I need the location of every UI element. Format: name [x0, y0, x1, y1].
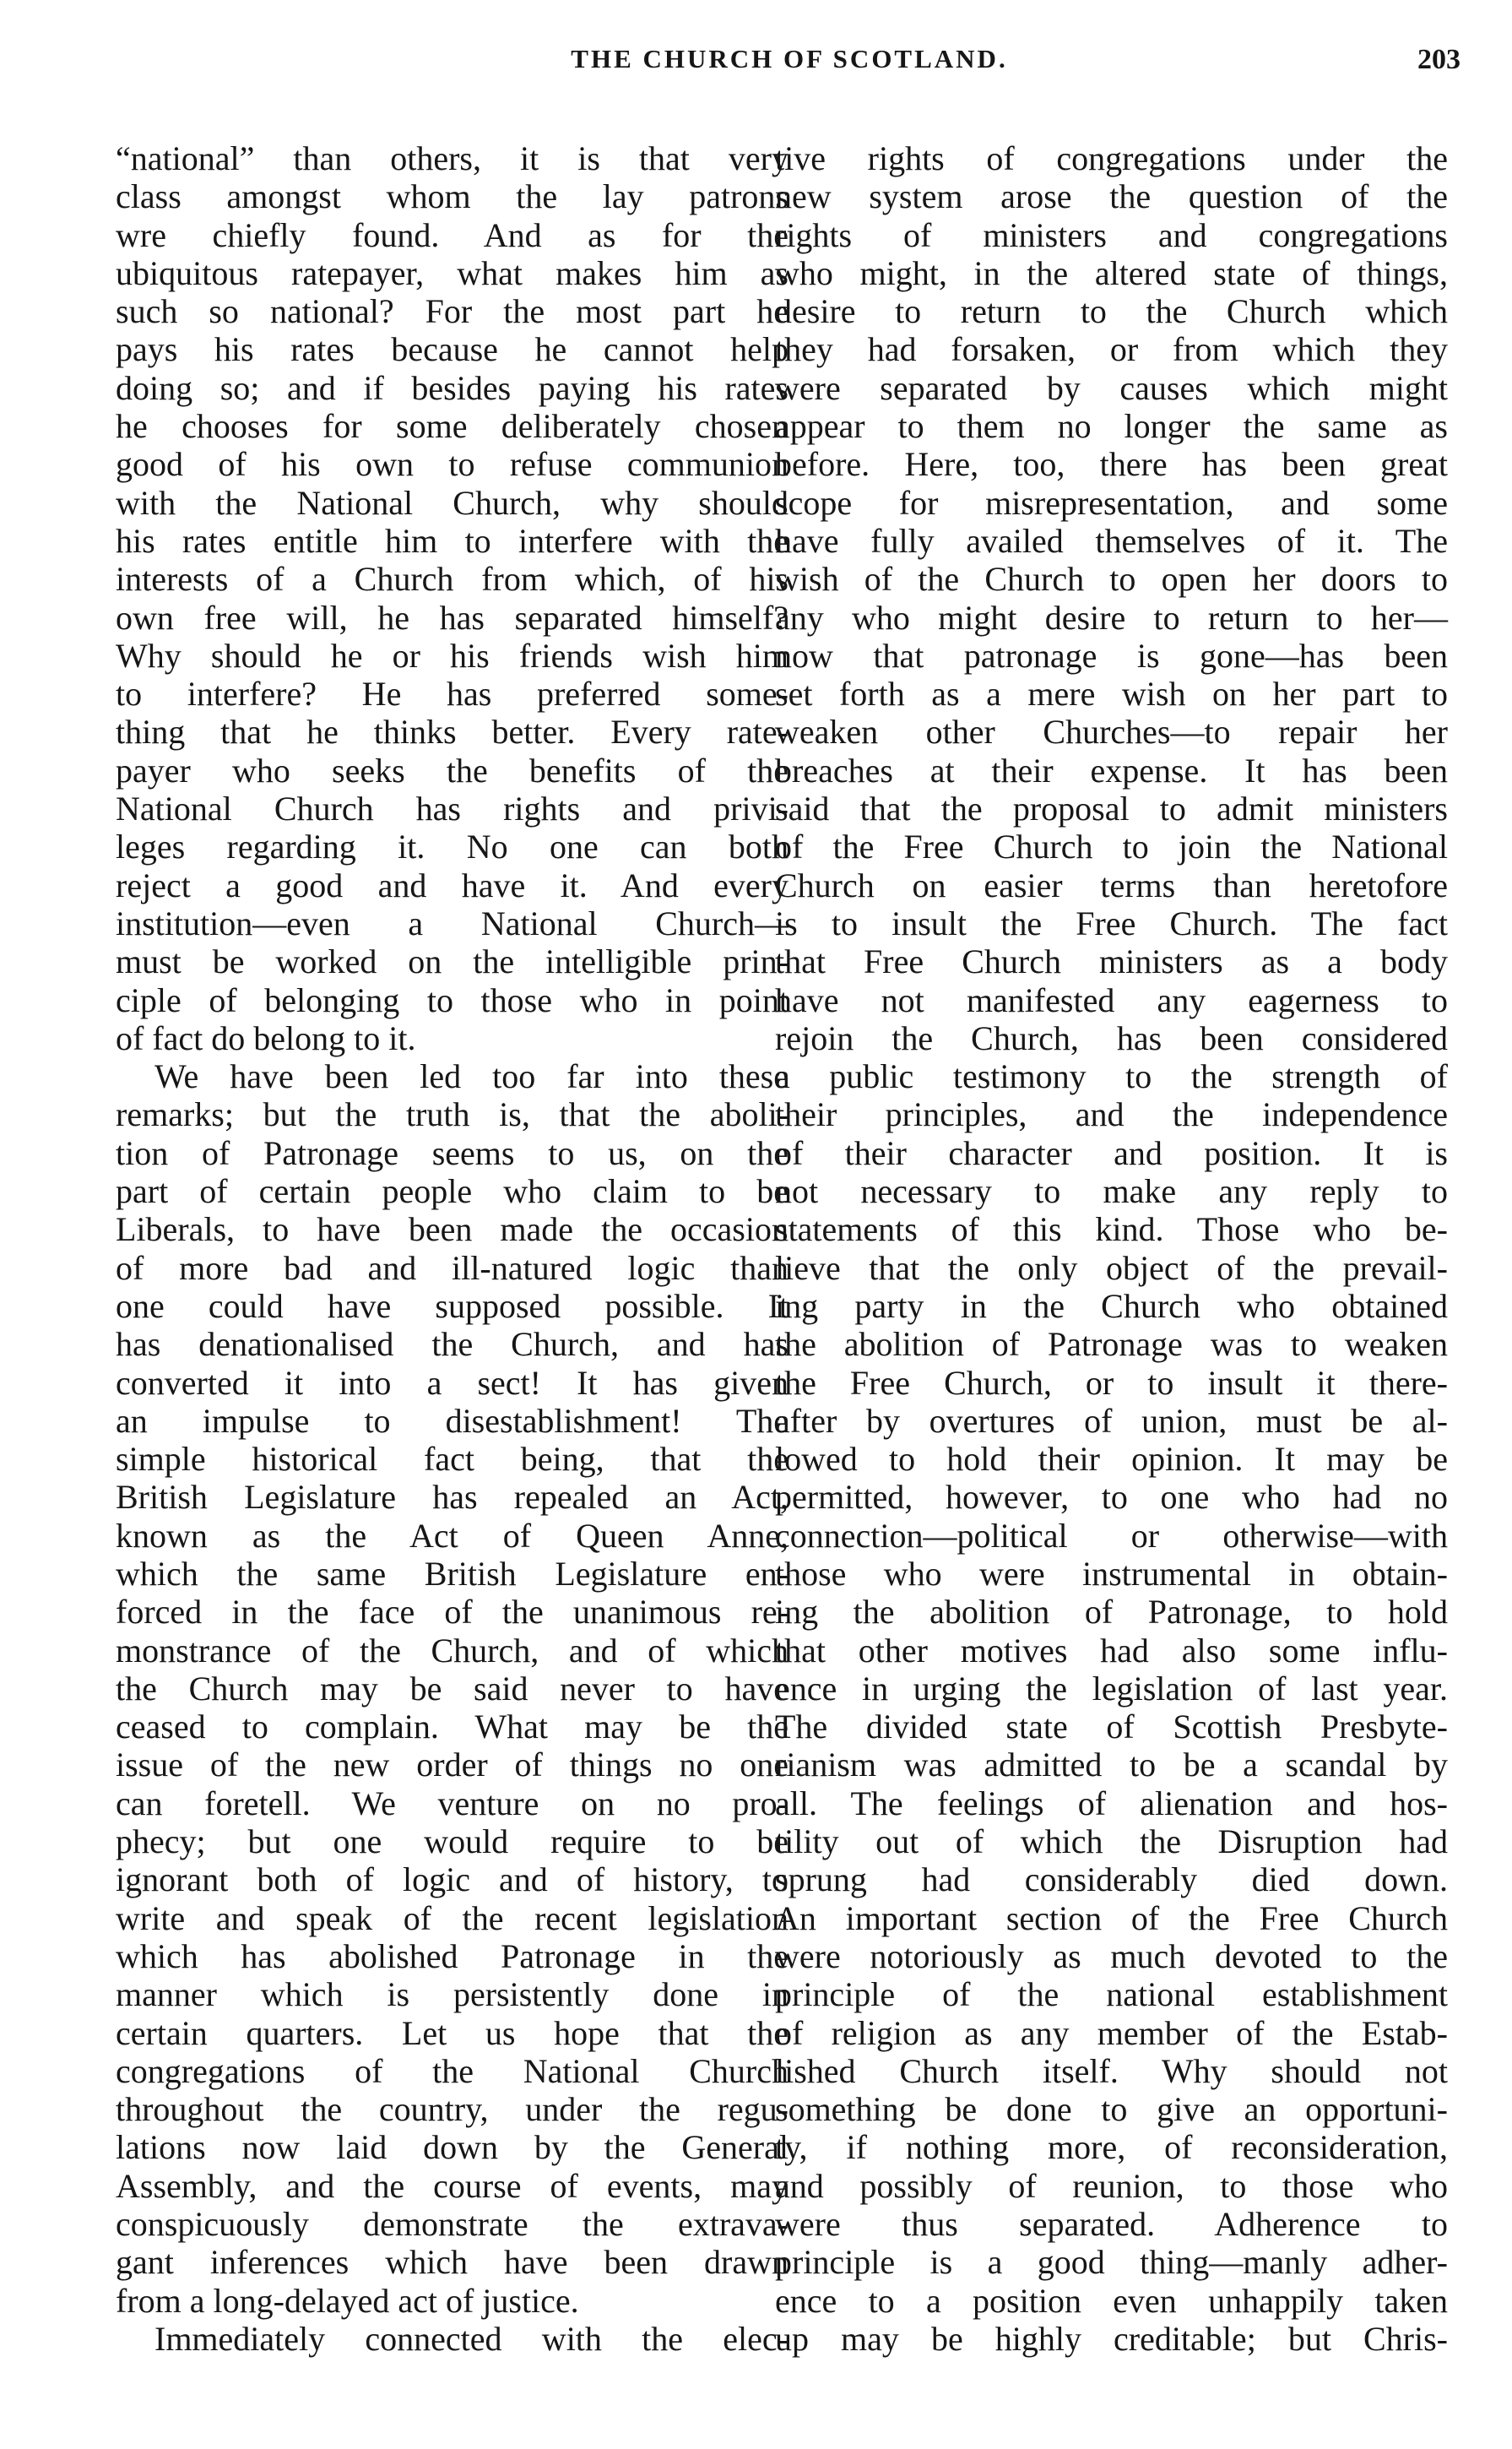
text-line: permitted, however, to one who had no	[775, 1478, 1448, 1517]
text-line: rejoin the Church, has been considered	[775, 1018, 1448, 1057]
text-line: lowed to hold their opinion. It may be	[775, 1440, 1448, 1479]
text-line: rianism was admitted to be a scandal by	[775, 1746, 1448, 1784]
text-line: after by overtures of union, must be al-	[775, 1401, 1448, 1440]
text-line: have fully availed themselves of it. The	[775, 521, 1448, 560]
text-line: ty, if nothing more, of reconsideration,	[775, 2128, 1448, 2167]
text-line: set forth as a mere wish on her part to	[775, 675, 1448, 714]
text-line: must be worked on the intelligible prin-	[116, 942, 789, 981]
text-line: scope for misrepresentation, and some	[775, 483, 1448, 522]
text-line: principle of the national establishment	[775, 1975, 1448, 2014]
text-line: wre chiefly found. And as for the	[116, 215, 789, 254]
text-line: sprung had considerably died down.	[775, 1860, 1448, 1899]
text-line: ceased to complain. What may be the	[116, 1708, 789, 1746]
text-line: one could have supposed possible. It	[116, 1286, 789, 1325]
text-line: those who were instrumental in obtain-	[775, 1554, 1448, 1593]
text-line: remarks; but the truth is, that the aboli-	[116, 1095, 789, 1134]
text-line: a public testimony to the strength of	[775, 1057, 1448, 1096]
text-line: that other motives had also some influ-	[775, 1631, 1448, 1670]
text-line: lieve that the only object of the prevail-	[775, 1248, 1448, 1287]
text-line: that Free Church ministers as a body	[775, 942, 1448, 981]
text-line: before. Here, too, there has been great	[775, 445, 1448, 484]
text-line: new system arose the question of the	[775, 177, 1448, 216]
text-line: Immediately connected with the elec-	[154, 2319, 789, 2358]
text-line: British Legislature has repealed an Act,	[116, 1478, 789, 1517]
text-line: all. The feelings of alienation and hos-	[775, 1784, 1448, 1822]
text-line: of more bad and ill-natured logic than	[116, 1248, 789, 1287]
text-line: he chooses for some deliberately chosen	[116, 407, 789, 446]
running-header	[118, 44, 1461, 95]
text-line: “national” than others, it is that very	[116, 139, 789, 177]
text-line: ing the abolition of Patronage, to hold	[775, 1593, 1448, 1632]
text-line: of the Free Church to join the National	[775, 828, 1448, 866]
text-line: connection—political or otherwise—with	[775, 1516, 1448, 1555]
text-column-right	[775, 139, 1448, 2358]
text-line: write and speak of the recent legislation	[116, 1898, 789, 1937]
text-line: tive rights of congregations under the	[775, 139, 1448, 177]
text-line: of religion as any member of the Estab-	[775, 2013, 1448, 2052]
text-line: principle is a good thing—manly adher-	[775, 2243, 1448, 2282]
text-line: desire to return to the Church which	[775, 292, 1448, 331]
text-line: issue of the new order of things no one	[116, 1746, 789, 1784]
text-line: of their character and position. It is	[775, 1133, 1448, 1172]
text-line: We have been led too far into these	[154, 1057, 789, 1096]
text-line: ubiquitous ratepayer, what makes him as	[116, 253, 789, 292]
text-line: ing party in the Church who obtained	[775, 1286, 1448, 1325]
text-line: thing that he thinks better. Every rate-	[116, 713, 789, 752]
text-line: something be done to give an opportuni-	[775, 2090, 1448, 2129]
text-line: simple historical fact being, that the	[116, 1440, 789, 1479]
text-line: the abolition of Patronage was to weaken	[775, 1325, 1448, 1364]
text-line: the Church may be said never to have	[116, 1669, 789, 1708]
text-line: rights of ministers and congregations	[775, 215, 1448, 254]
text-line: ciple of belonging to those who in point	[116, 980, 789, 1019]
text-line: can foretell. We venture on no pro-	[116, 1784, 789, 1822]
text-line: lished Church itself. Why should not	[775, 2051, 1448, 2090]
text-line: ignorant both of logic and of history, to	[116, 1860, 789, 1899]
text-line: Liberals, to have been made the occasion	[116, 1210, 789, 1249]
text-line: certain quarters. Let us hope that the	[116, 2013, 789, 2052]
text-line: of fact do belong to it.	[116, 1018, 416, 1057]
text-line: wish of the Church to open her doors to	[775, 560, 1448, 599]
text-line: up may be highly creditable; but Chris-	[775, 2319, 1448, 2358]
text-line: their principles, and the independence	[775, 1095, 1448, 1134]
text-line: the Free Church, or to insult it there-	[775, 1363, 1448, 1402]
text-line: any who might desire to return to her—	[775, 598, 1448, 637]
text-line: ence to a position even unhappily taken	[775, 2281, 1448, 2320]
text-line: which has abolished Patronage in the	[116, 1936, 789, 1975]
text-line: payer who seeks the benefits of the	[116, 751, 789, 790]
text-line: converted it into a sect! It has given	[116, 1363, 789, 1402]
text-line: now that patronage is gone—has been	[775, 636, 1448, 675]
text-line: Why should he or his friends wish him	[116, 636, 789, 675]
text-line: an impulse to disestablishment! The	[116, 1401, 789, 1440]
text-line: tion of Patronage seems to us, on the	[116, 1133, 789, 1172]
text-line: reject a good and have it. And every	[116, 866, 789, 904]
text-line: to interfere? He has preferred some-	[116, 675, 789, 714]
text-line: with the National Church, why should	[116, 483, 789, 522]
text-line: pays his rates because he cannot help	[116, 330, 789, 369]
text-line: and possibly of reunion, to those who	[775, 2166, 1448, 2205]
text-line: monstrance of the Church, and of which	[116, 1631, 789, 1670]
text-line: such so national? For the most part he	[116, 292, 789, 331]
text-line: has denationalised the Church, and has	[116, 1325, 789, 1364]
text-column-left	[116, 139, 789, 2358]
text-line: National Church has rights and privi-	[116, 790, 789, 828]
text-line: which the same British Legislature en-	[116, 1554, 789, 1593]
text-line: were separated by causes which might	[775, 368, 1448, 407]
text-line: appear to them no longer the same as	[775, 407, 1448, 446]
text-line: statements of this kind. Those who be-	[775, 1210, 1448, 1249]
text-line: doing so; and if besides paying his rates	[116, 368, 789, 407]
text-line: congregations of the National Church	[116, 2051, 789, 2090]
text-line: own free will, he has separated himself?	[116, 598, 789, 637]
text-line: they had forsaken, or from which they	[775, 330, 1448, 369]
text-line: class amongst whom the lay patrons	[116, 177, 789, 216]
text-line: interests of a Church from which, of his	[116, 560, 789, 599]
text-line: forced in the face of the unanimous re-	[116, 1593, 789, 1632]
text-line: said that the proposal to admit ministers	[775, 790, 1448, 828]
text-line: part of certain people who claim to be	[116, 1172, 789, 1211]
text-line: from a long-delayed act of justice.	[116, 2281, 579, 2320]
running-title: THE CHURCH OF SCOTLAND.	[571, 44, 1008, 73]
text-line: who might, in the altered state of things,	[775, 253, 1448, 292]
text-line: institution—even a National Church—	[116, 904, 789, 942]
text-line: were thus separated. Adherence to	[775, 2205, 1448, 2244]
text-line: not necessary to make any reply to	[775, 1172, 1448, 1211]
text-line: breaches at their expense. It has been	[775, 751, 1448, 790]
text-line: Church on easier terms than heretofore	[775, 866, 1448, 904]
text-line: known as the Act of Queen Anne,	[116, 1516, 789, 1555]
text-line: phecy; but one would require to be	[116, 1822, 789, 1861]
text-line: conspicuously demonstrate the extrava-	[116, 2205, 789, 2244]
text-line: ence in urging the legislation of last year.	[775, 1669, 1448, 1708]
text-line: lations now laid down by the General	[116, 2128, 789, 2167]
text-line: The divided state of Scottish Presbyte-	[775, 1708, 1448, 1746]
text-line: manner which is persistently done in	[116, 1975, 789, 2014]
text-line: good of his own to refuse communion	[116, 445, 789, 484]
text-line: his rates entitle him to interfere with the	[116, 521, 789, 560]
text-line: were notoriously as much devoted to the	[775, 1936, 1448, 1975]
text-line: is to insult the Free Church. The fact	[775, 904, 1448, 942]
text-line: An important section of the Free Church	[775, 1898, 1448, 1937]
text-line: have not manifested any eagerness to	[775, 980, 1448, 1019]
text-line: leges regarding it. No one can both	[116, 828, 789, 866]
page-number: 203	[1417, 44, 1461, 75]
text-line: throughout the country, under the regu-	[116, 2090, 789, 2129]
text-line: tility out of which the Disruption had	[775, 1822, 1448, 1861]
text-line: weaken other Churches—to repair her	[775, 713, 1448, 752]
text-line: Assembly, and the course of events, may	[116, 2166, 789, 2205]
text-line: gant inferences which have been drawn	[116, 2243, 789, 2282]
